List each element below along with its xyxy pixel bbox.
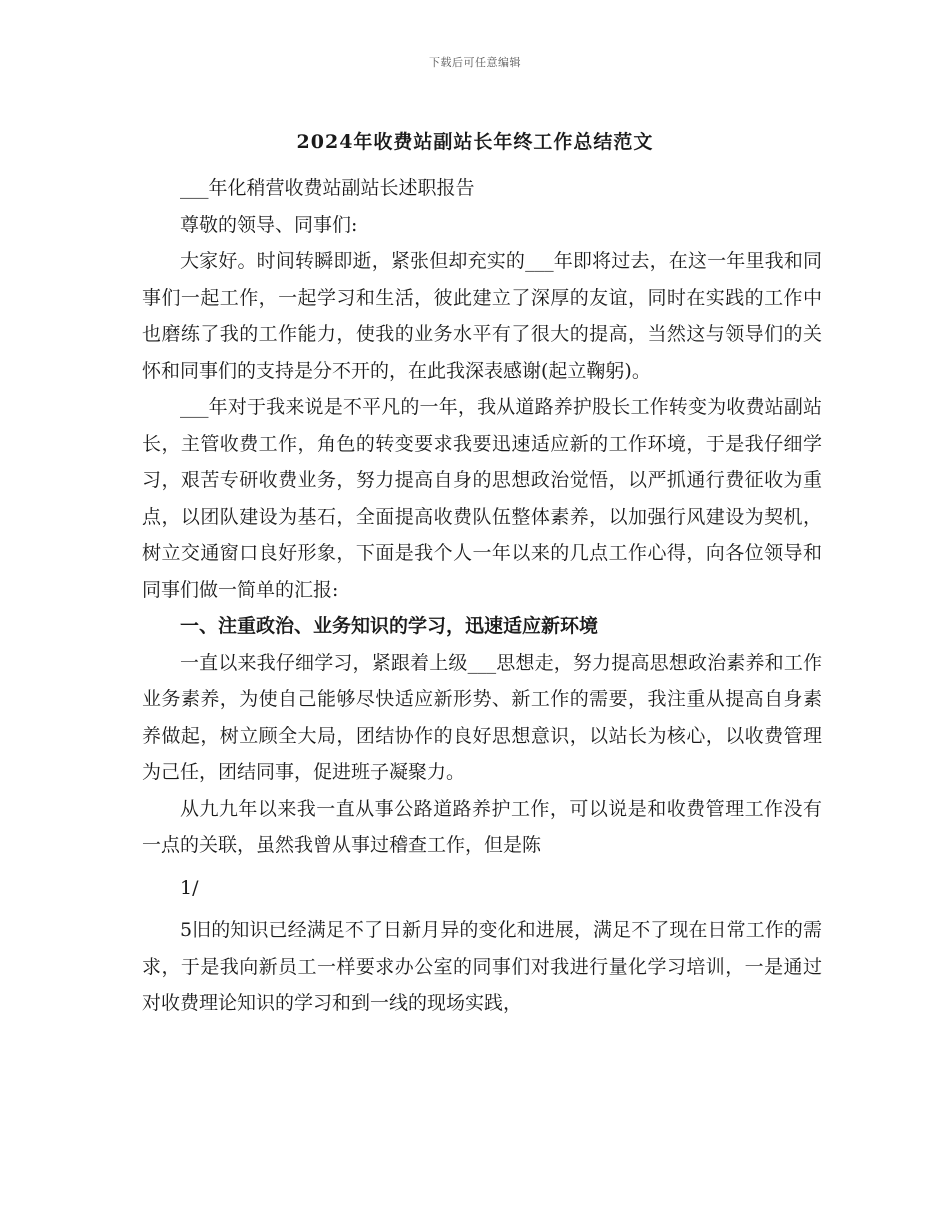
paragraph-role-change: ___年对于我来说是不平凡的一年，我从道路养护股长工作转变为收费站副站长，主管收费工作，角色的转变要求我要迅速适应新的工作环境，于是我仔细学习，艰苦专研收费业务，努力提高自身的思想政治觉悟，以严抓通行费征收为重点，以团队建设为基石，全面提高收费队伍整体素养，以加强行风建设为契机，树立交通窗口良好形象，下面是我个人一年以来的几点工作心得，向各位领导和同事们做一简单的汇报: [142, 396, 822, 601]
paragraph-report-subtitle: ___年化稍营收费站副站长述职报告 [180, 177, 475, 199]
page-header-note: 下载后可任意编辑 [429, 56, 521, 69]
paragraph-study: 一直以来我仔细学习，紧跟着上级___思想走，努力提高思想政治素养和工作业务素养，为使自己能够尽快适应新形势、新工作的需要，我注重从提高自身素养做起，树立顾全大局，团结协作的良好思想意识，以站长为核心，以收费管理为己任，团结同事，促进班子凝聚力。 [142, 651, 822, 783]
paragraph-training: 5旧的知识已经满足不了日新月异的变化和进展，满足不了现在日常工作的需求，于是我向新员工一样要求办公室的同事们对我进行量化学习培训，一是通过对收费理论知识的学习和到一线的现场实践， [142, 919, 822, 1014]
section-heading-1: 一、注重政治、业务知识的学习，迅速适应新环境 [180, 615, 599, 637]
document-body [142, 170, 822, 1022]
page-number-mark: 1/ [180, 876, 199, 899]
paragraph-background: 从九九年以来我一直从事公路道路养护工作，可以说是和收费管理工作没有一点的关联，虽然我曾从事过稽查工作，但是陈 [142, 797, 822, 856]
paragraph-salutation: 尊敬的领导、同事们: [180, 213, 358, 236]
document-title: 2024年收费站副站长年终工作总结范文 [296, 131, 654, 153]
paragraph-greeting: 大家好。时间转瞬即逝，紧张但却充实的___年即将过去，在这一年里我和同事们一起工作，一起学习和生活，彼此建立了深厚的友谊，同时在实践的工作中也磨练了我的工作能力，使我的业务水平有了很大的提高，当然这与领导们的关怀和同事们的支持是分不开的，在此我深表感谢(起立鞠躬)。 [142, 250, 822, 382]
